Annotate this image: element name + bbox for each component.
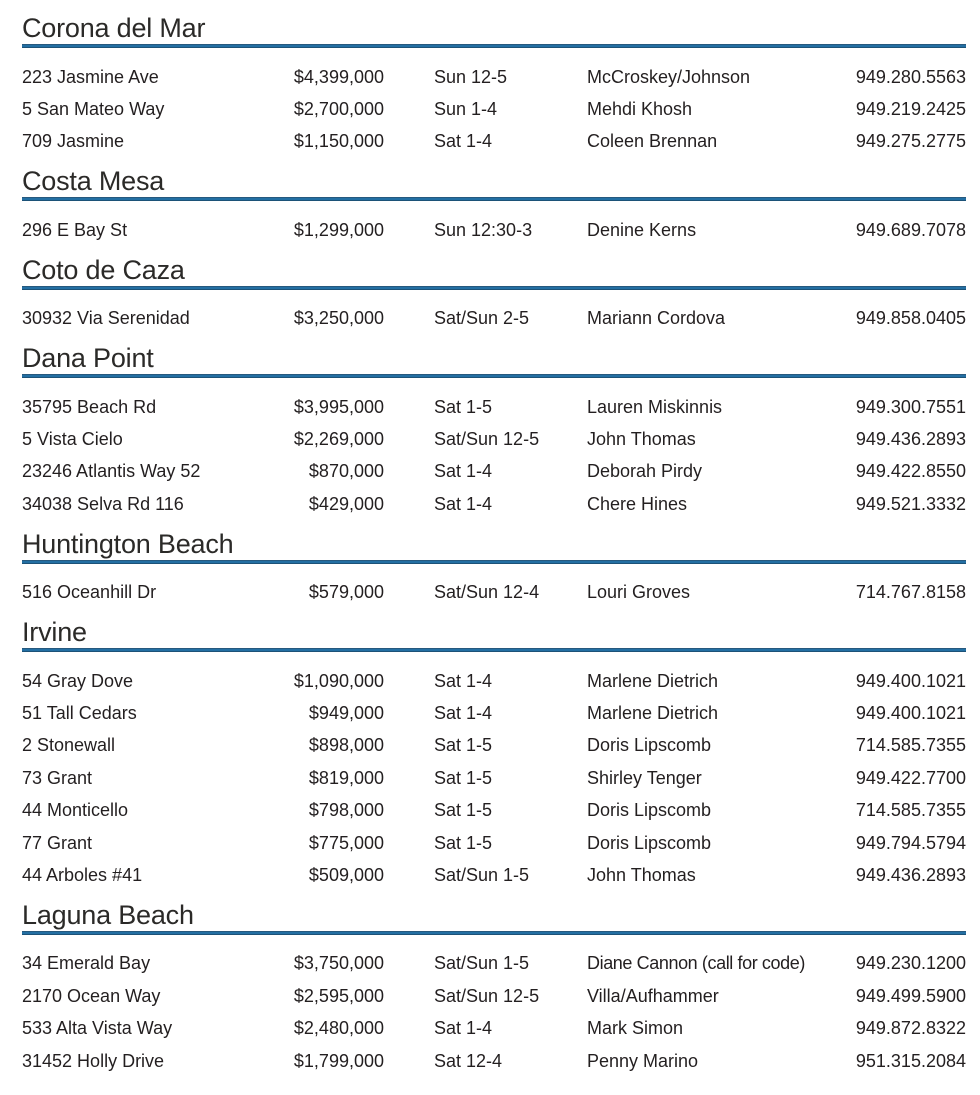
listing-address: 533 Alta Vista Way (22, 1018, 173, 1039)
listing-price: $1,090,000 (293, 670, 384, 691)
listing-time: Sat 1-5 (434, 396, 493, 417)
listing-address: 34038 Selva Rd 116 (22, 493, 184, 514)
listing-agent: Marlene Dietrich (587, 702, 719, 723)
listing-agent: Diane Cannon (call for code) (587, 953, 805, 974)
listing-address: 223 Jasmine Ave (22, 66, 159, 87)
listing-phone: 949.400.1021 (855, 702, 966, 723)
listing-phone: 949.280.5563 (855, 66, 966, 87)
listing-rows (22, 935, 966, 1078)
listing-row (22, 980, 966, 1012)
listing-address: 23246 Atlantis Way 52 (22, 461, 201, 482)
listing-row (22, 61, 966, 93)
listing-agent: Doris Lipscomb (587, 800, 712, 821)
listing-row (22, 762, 966, 794)
listing-address: 516 Oceanhill Dr (22, 582, 157, 603)
listing-row (22, 423, 966, 455)
listing-row (22, 577, 966, 609)
listing-phone: 951.315.2084 (855, 1050, 966, 1071)
listing-row (22, 827, 966, 859)
city-section (22, 901, 966, 1078)
listing-phone: 949.219.2425 (855, 99, 966, 120)
listing-rows (22, 201, 966, 246)
listing-price: $798,000 (308, 800, 384, 821)
listing-agent: Marlene Dietrich (587, 670, 719, 691)
listing-row (22, 697, 966, 729)
listing-row (22, 730, 966, 762)
listing-row (22, 859, 966, 891)
listing-time: Sat 1-4 (434, 461, 493, 482)
listing-row (22, 794, 966, 826)
listing-agent: John Thomas (587, 864, 696, 885)
listing-rows (22, 652, 966, 892)
listing-address: 2170 Ocean Way (22, 985, 161, 1006)
listing-row (22, 126, 966, 158)
listing-phone: 949.689.7078 (855, 219, 966, 240)
listing-time: Sun 12-5 (434, 66, 508, 87)
listing-time: Sat/Sun 2-5 (434, 308, 530, 329)
listing-address: 44 Monticello (22, 800, 129, 821)
city-section (22, 167, 966, 246)
listing-time: Sat 1-4 (434, 493, 493, 514)
city-heading: Dana Point (22, 342, 154, 373)
city-heading: Irvine (22, 616, 87, 647)
listing-agent: Mark Simon (587, 1018, 684, 1039)
listing-row (22, 948, 966, 980)
listing-agent: McCroskey/Johnson (587, 66, 751, 87)
listing-price: $2,700,000 (293, 99, 384, 120)
listing-price: $1,799,000 (293, 1050, 384, 1071)
city-section (22, 14, 966, 158)
city-heading: Costa Mesa (22, 166, 165, 197)
listing-address: 31452 Holly Drive (22, 1050, 165, 1071)
listing-address: 30932 Via Serenidad (22, 308, 190, 329)
listing-price: $429,000 (308, 493, 384, 514)
listing-address: 51 Tall Cedars (22, 702, 137, 723)
listing-agent: Shirley Tenger (587, 767, 702, 788)
listing-price: $2,595,000 (293, 985, 384, 1006)
listing-time: Sat/Sun 12-4 (434, 582, 540, 603)
listing-row (22, 303, 966, 335)
listing-rows (22, 290, 966, 335)
listing-phone: 949.794.5794 (855, 832, 966, 853)
listing-time: Sun 12:30-3 (434, 219, 533, 240)
listing-time: Sat 1-5 (434, 767, 493, 788)
listing-time: Sat 1-5 (434, 800, 493, 821)
listing-rows (22, 564, 966, 609)
listing-phone: 949.521.3332 (855, 493, 966, 514)
listing-agent: Doris Lipscomb (587, 832, 712, 853)
listing-phone: 949.436.2893 (855, 429, 966, 450)
listing-rows (22, 48, 966, 158)
listing-phone: 949.436.2893 (855, 864, 966, 885)
city-section (22, 256, 966, 335)
listing-address: 54 Gray Dove (22, 670, 134, 691)
listing-address: 709 Jasmine (22, 131, 125, 152)
city-section (22, 618, 966, 892)
listing-price: $4,399,000 (293, 66, 384, 87)
listing-row (22, 391, 966, 423)
listing-phone: 949.300.7551 (855, 396, 966, 417)
listing-address: 2 Stonewall (22, 735, 116, 756)
listing-row (22, 214, 966, 246)
listing-phone: 949.400.1021 (855, 670, 966, 691)
listing-agent: Deborah Pirdy (587, 461, 703, 482)
city-heading: Corona del Mar (22, 13, 206, 43)
listing-row (22, 1012, 966, 1044)
listing-row (22, 488, 966, 520)
listing-agent: Coleen Brennan (587, 131, 718, 152)
listing-price: $898,000 (308, 735, 384, 756)
city-heading: Coto de Caza (22, 254, 185, 285)
listing-phone: 949.275.2775 (855, 131, 966, 152)
listing-time: Sat/Sun 1-5 (434, 864, 530, 885)
city-section (22, 344, 966, 521)
listing-rows (22, 378, 966, 521)
listing-agent: Mariann Cordova (587, 308, 726, 329)
listing-agent: Denine Kerns (587, 219, 697, 240)
listing-address: 5 San Mateo Way (22, 99, 165, 120)
listing-agent: John Thomas (587, 429, 696, 450)
listing-price: $3,995,000 (293, 396, 384, 417)
listing-agent: Doris Lipscomb (587, 735, 712, 756)
listing-agent: Penny Marino (587, 1050, 699, 1071)
listing-price: $1,299,000 (293, 219, 384, 240)
listing-price: $775,000 (308, 832, 384, 853)
listing-time: Sat/Sun 12-5 (434, 429, 540, 450)
city-heading: Laguna Beach (22, 899, 194, 930)
listing-phone: 949.858.0405 (855, 308, 966, 329)
listing-price: $1,150,000 (293, 131, 384, 152)
listing-phone: 949.422.8550 (855, 461, 966, 482)
listing-address: 77 Grant (22, 832, 93, 853)
listing-address: 34 Emerald Bay (22, 953, 151, 974)
listing-price: $579,000 (308, 582, 384, 603)
listing-time: Sun 1-4 (434, 99, 498, 120)
listing-time: Sat 1-4 (434, 131, 493, 152)
listing-time: Sat 1-4 (434, 702, 493, 723)
listing-agent: Louri Groves (587, 582, 691, 603)
city-section (22, 530, 966, 609)
listing-address: 5 Vista Cielo (22, 429, 123, 450)
listing-phone: 949.422.7700 (855, 767, 966, 788)
listing-price: $3,750,000 (293, 953, 384, 974)
listing-price: $949,000 (308, 702, 384, 723)
listing-address: 35795 Beach Rd (22, 396, 157, 417)
listing-price: $509,000 (308, 864, 384, 885)
listing-agent: Lauren Miskinnis (587, 396, 723, 417)
listing-row (22, 665, 966, 697)
listing-address: 73 Grant (22, 767, 93, 788)
listing-phone: 949.499.5900 (855, 985, 966, 1006)
listing-row (22, 93, 966, 125)
listing-address: 296 E Bay St (22, 219, 128, 240)
listing-phone: 949.230.1200 (855, 953, 966, 974)
listing-time: Sat 1-5 (434, 735, 493, 756)
listing-price: $819,000 (308, 767, 384, 788)
listing-price: $2,480,000 (293, 1018, 384, 1039)
listing-address: 44 Arboles #41 (22, 864, 143, 885)
listing-time: Sat 12-4 (434, 1050, 503, 1071)
city-heading: Huntington Beach (22, 528, 234, 559)
listing-agent: Mehdi Khosh (587, 99, 693, 120)
listing-time: Sat 1-4 (434, 670, 493, 691)
listing-price: $3,250,000 (293, 308, 384, 329)
listing-agent: Chere Hines (587, 493, 688, 514)
listing-phone: 714.585.7355 (855, 735, 966, 756)
listing-phone: 714.767.8158 (855, 582, 966, 603)
listing-phone: 949.872.8322 (855, 1018, 966, 1039)
listing-time: Sat 1-4 (434, 1018, 493, 1039)
listing-phone: 714.585.7355 (855, 800, 966, 821)
listing-row (22, 1045, 966, 1077)
listing-row (22, 456, 966, 488)
listing-time: Sat 1-5 (434, 832, 493, 853)
listing-price: $870,000 (308, 461, 384, 482)
listing-time: Sat/Sun 12-5 (434, 985, 540, 1006)
listing-price: $2,269,000 (293, 429, 384, 450)
listing-agent: Villa/Aufhammer (587, 985, 719, 1006)
listing-time: Sat/Sun 1-5 (434, 953, 530, 974)
